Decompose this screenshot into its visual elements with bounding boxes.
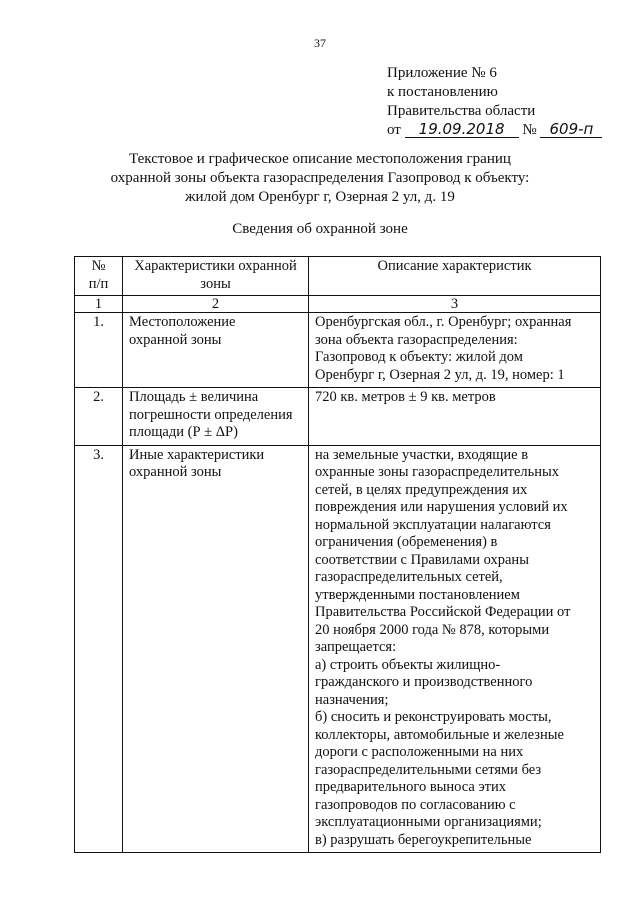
text-line: Оренбургская обл., г. Оренбург; охранная <box>315 314 572 330</box>
text-line: Оренбург г, Озерная 2 ул, д. 19, номер: 1 <box>315 366 565 383</box>
text-line: газораспределительных сетей, <box>315 569 503 585</box>
text-line: в) разрушать берегоукрепительные <box>315 831 532 848</box>
text-line: а) строить объекты жилищно- <box>315 656 501 673</box>
row-description <box>309 388 601 446</box>
row-characteristic <box>123 313 309 388</box>
text-line: Правительства Российской Федерации от <box>315 604 571 620</box>
text-line: площади (Р ± ΔР) <box>129 424 238 440</box>
column-number: 2 <box>123 296 309 313</box>
appendix-title: Приложение № 6 <box>387 65 497 81</box>
text-line: повреждения или нарушения условий их <box>315 499 568 515</box>
table-row <box>75 313 601 388</box>
header-characteristics-line-1: Характеристики охранной <box>134 258 297 274</box>
text-line: запрещается: <box>315 639 397 655</box>
column-number: 1 <box>75 296 123 313</box>
text-line: Местоположение <box>129 314 236 330</box>
text-line: назначения; <box>315 691 389 708</box>
handwritten-date: 19.09.2018 <box>405 122 519 138</box>
table-row <box>75 445 601 853</box>
row-characteristic <box>123 445 309 853</box>
column-number-row <box>75 296 601 313</box>
table-row <box>75 388 601 446</box>
row-number: 2. <box>75 388 123 446</box>
text-line: дороги с расположенными на них <box>315 744 524 760</box>
text-line: нормальной эксплуатации налагаются <box>315 516 551 533</box>
header-no-line-2: п/п <box>88 275 109 292</box>
title-line-3: жилой дом Оренбург г, Озерная 2 ул, д. 19 <box>185 189 455 205</box>
header-description: Описание характеристик <box>309 257 601 296</box>
text-line: сетей, в целях предупреждения их <box>315 481 528 498</box>
text-line: гражданского и производственного <box>315 674 533 690</box>
document-title <box>0 150 640 207</box>
text-line: 20 ноября 2000 года № 878, которыми <box>315 621 550 638</box>
text-line: Иные характеристики <box>129 446 265 463</box>
appendix-line-2: к постановлению <box>387 84 498 100</box>
text-line: соответствии с Правилами охраны <box>315 551 529 568</box>
text-line: погрешности определения <box>129 406 293 423</box>
text-line: на земельные участки, входящие в <box>315 446 529 463</box>
text-line: газораспределительными сетями без <box>315 761 542 778</box>
text-line: охранной зоны <box>129 331 222 348</box>
text-line: предварительного выноса этих <box>315 779 507 795</box>
header-characteristics <box>123 257 309 296</box>
text-line: коллекторы, автомобильные и железные <box>315 726 564 743</box>
text-line: Газопровод к объекту: жилой дом <box>315 349 523 365</box>
appendix-line-3: Правительства области <box>387 103 536 119</box>
row-number: 3. <box>75 445 123 853</box>
text-line: б) сносить и реконструировать мосты, <box>315 709 552 725</box>
appendix-block <box>387 64 602 140</box>
text-line: эксплуатационными организациями; <box>315 814 542 830</box>
column-number: 3 <box>309 296 601 313</box>
text-line: охранной зоны <box>129 464 222 480</box>
text-line: ограничения (обременения) в <box>315 534 498 550</box>
table-header-row <box>75 257 601 296</box>
text-line: зона объекта газораспределения: <box>315 331 518 348</box>
row-number: 1. <box>75 313 123 388</box>
row-characteristic <box>123 388 309 446</box>
section-subtitle: Сведения об охранной зоне <box>232 221 408 237</box>
text-line: газопроводов по согласованию с <box>315 796 516 813</box>
page-number: 37 <box>314 36 326 50</box>
text-line: 720 кв. метров ± 9 кв. метров <box>315 389 496 405</box>
title-line-2: охранной зоны объекта газораспределения Газопровод к объекту: <box>110 170 530 186</box>
appendix-date-line <box>387 121 602 140</box>
number-label: № <box>522 122 537 138</box>
header-no <box>75 257 123 296</box>
header-no-line-1: № <box>91 258 106 274</box>
header-characteristics-line-2: зоны <box>200 275 231 292</box>
zone-table <box>74 256 601 853</box>
row-description <box>309 313 601 388</box>
text-line: охранные зоны газораспределительных <box>315 464 560 480</box>
title-line-1: Текстовое и графическое описание местоположения границ <box>129 151 511 167</box>
from-label: от <box>387 122 401 138</box>
text-line: утвержденными постановлением <box>315 586 520 603</box>
row-description <box>309 445 601 853</box>
handwritten-number: 609-п <box>540 122 602 138</box>
text-line: Площадь ± величина <box>129 389 259 405</box>
